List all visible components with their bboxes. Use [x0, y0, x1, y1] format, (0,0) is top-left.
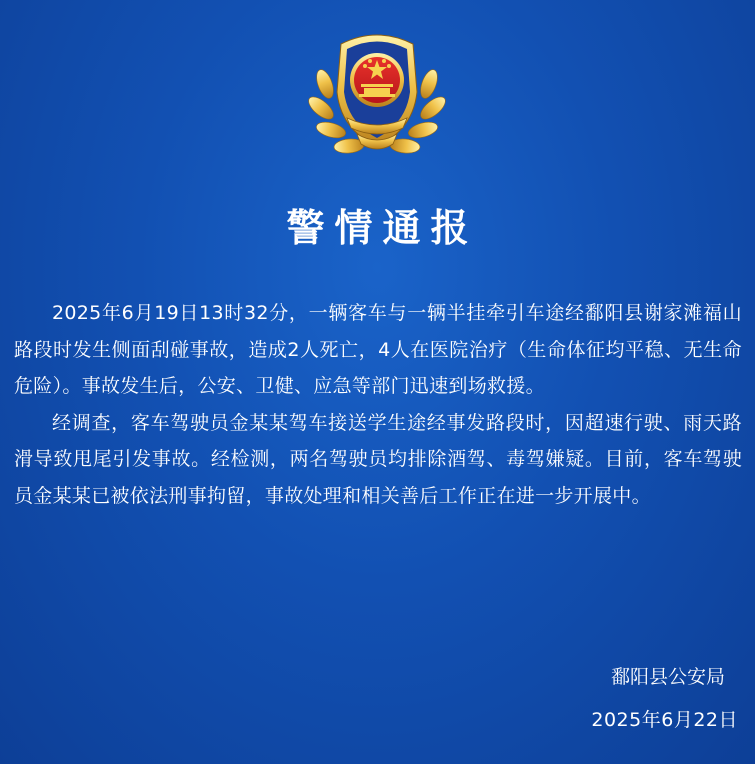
page-title: 警情通报 [286, 206, 479, 250]
notice-body [14, 295, 742, 515]
paragraph-1: 2025年6月19日13时32分，一辆客车与一辆半挂牵引车途经鄱阳县谢家滩福山路段时发生侧面刮碰事故，造成2人死亡，4人在医院治疗（生命体征均平稳、无生命危险）。事故发生后，公安、卫健、应急等部门迅速到场救援。 [14, 302, 742, 398]
issue-date: 2025年6月22日 [591, 709, 738, 731]
paragraph-2: 经调查，客车驾驶员金某某驾车接送学生途经事发路段时，因超速行驶、雨天路滑导致甩尾引发事故。经检测，两名驾驶员均排除酒驾、毒驾嫌疑。目前，客车驾驶员金某某已被依法刑事拘留，事故处理和相关善后工作正在进一步开展中。 [14, 411, 742, 507]
police-emblem-icon [307, 22, 447, 164]
issuer-name: 鄱阳县公安局 [610, 666, 725, 688]
